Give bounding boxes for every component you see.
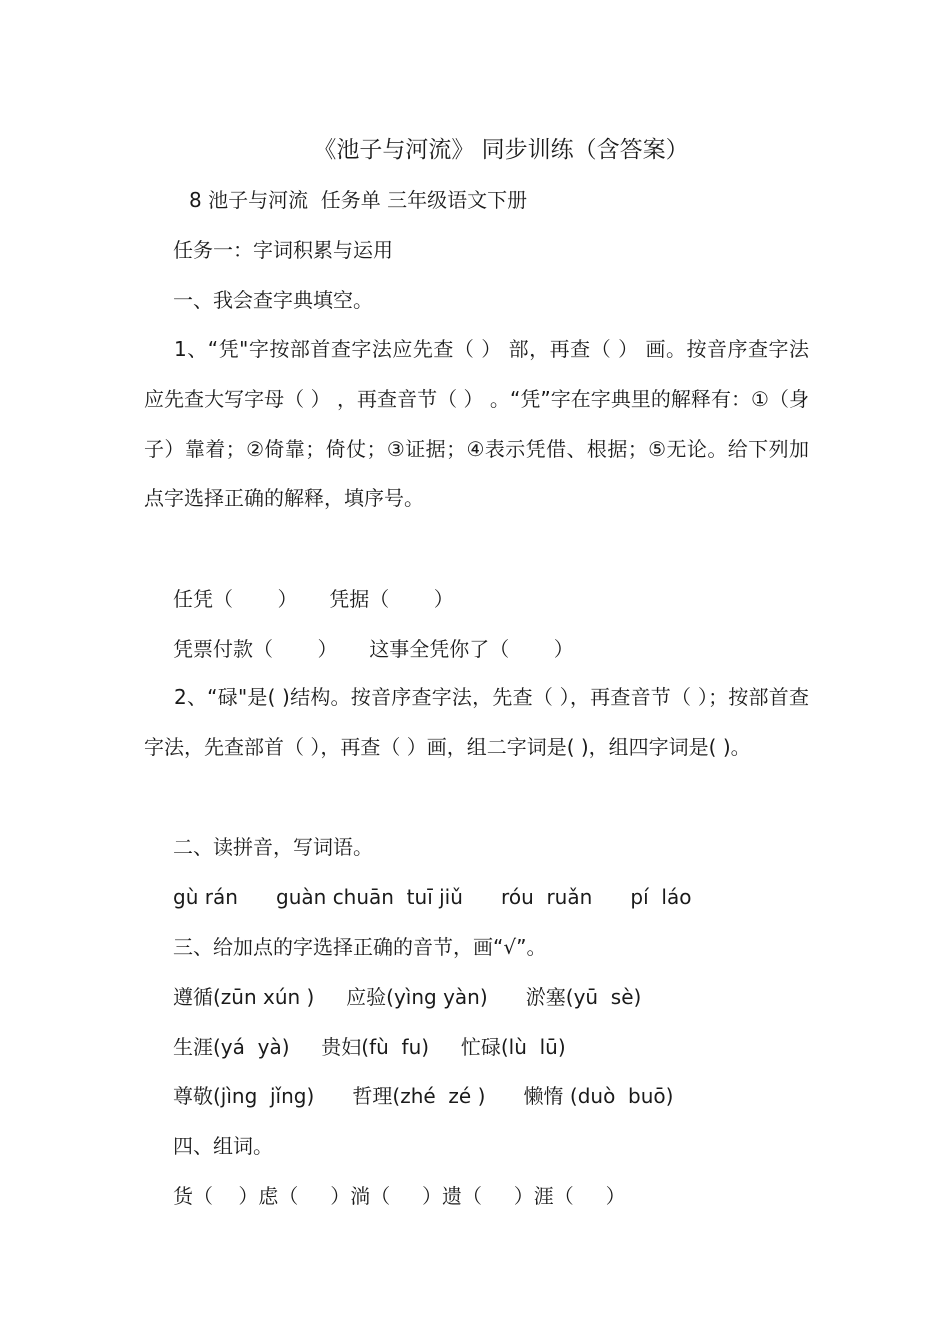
question1-row1: 任凭（ ） 凭据（ ） — [173, 587, 454, 611]
section1-heading: 一、我会查字典填空。 — [173, 288, 373, 312]
section3-heading: 三、给加点的字选择正确的音节，画“√”。 — [173, 935, 547, 959]
section4-heading: 四、组词。 — [173, 1134, 273, 1158]
section2-heading: 二、读拼音，写词语。 — [173, 835, 373, 859]
section4-row1: 货（ ）虑（ ）淌（ ）遗（ ）涯（ ） — [173, 1184, 626, 1208]
question1-row2: 凭票付款（ ） 这事全凭你了（ ） — [173, 637, 574, 661]
task1-heading: 任务一：字词积累与运用 — [173, 238, 393, 262]
document-title: 《池子与河流》 同步训练（含答案） — [313, 137, 689, 163]
section3-row3: 尊敬(jìng jǐng) 哲理(zhé zé ) 懒惰 (duò buō) — [173, 1084, 674, 1108]
question1-paragraph: 1、“凭"字按部首查字法应先查（ ） 部，再查（ ） 画。按音序查字法应先查大写字母（ ） ，再查音节（ ） 。“凭”字在字典里的解释有：①（身子）靠着；②倚靠；倚仗；③证据；④表示凭借、根据；⑤无论。给下列加点字选择正确的解释，填序号。 — [144, 337, 809, 511]
section3-row1: 遵循(zūn xún ) 应验(yìng yàn) 淤塞(yū sè) — [173, 985, 642, 1009]
pinyin-line: gù rán guàn chuān tuī jiǔ róu ruǎn pí láo — [173, 885, 692, 909]
question2-paragraph: 2、“碌"是( )结构。按音序查字法，先查（ ），再查音节（ ）；按部首查字法，先查部首（ ），再查（ ）画，组二字词是( )，组四字词是( )。 — [144, 685, 809, 759]
document-subtitle: 8 池子与河流 任务单 三年级语文下册 — [189, 188, 528, 212]
section3-row2: 生涯(yá yà) 贵妇(fù fu) 忙碌(lù lū) — [173, 1035, 566, 1059]
